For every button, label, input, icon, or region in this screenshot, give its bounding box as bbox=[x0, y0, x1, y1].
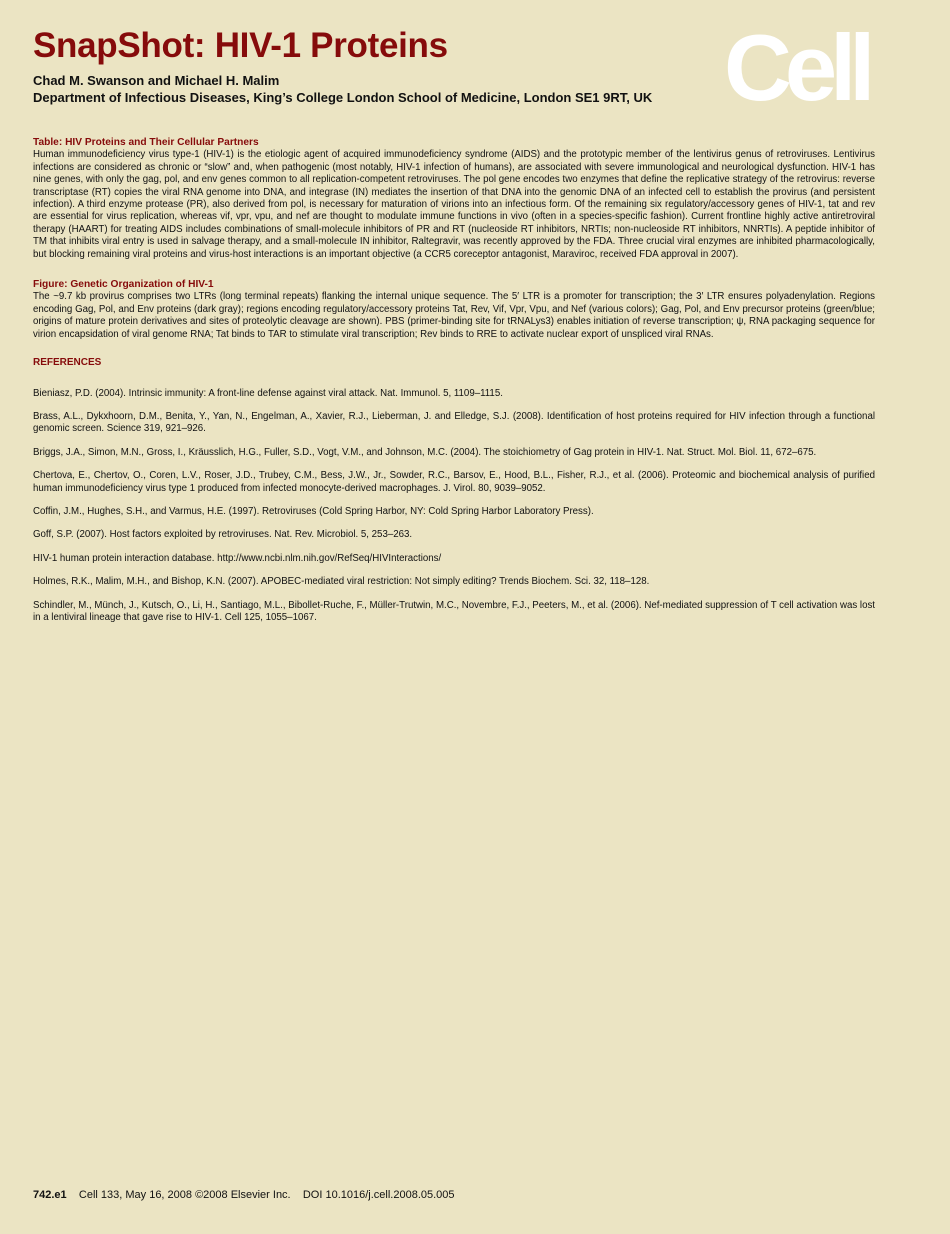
page-title: SnapShot: HIV-1 Proteins bbox=[33, 26, 448, 65]
reference-item-link[interactable]: HIV-1 human protein interaction database. http://www.ncbi.nlm.nih.gov/RefSeq/HIVInteractions/ bbox=[33, 552, 442, 564]
reference-item: Briggs, J.A., Simon, M.N., Gross, I., Kräusslich, H.G., Fuller, S.D., Vogt, V.M., and Johnson, M.C. (2004). The stoichiometry of Gag protein in HIV-1. Nat. Struct. Mol. Biol. 11, 672–675. bbox=[33, 446, 817, 458]
page-number: 742.e1 bbox=[33, 1189, 67, 1201]
reference-item: Chertova, E., Chertov, O., Coren, L.V., Roser, J.D., Trubey, C.M., Bess, J.W., Jr., Sowder, R.C., Barsov, E., Hood, B.L., Fisher, R.J., et al. (2006). Proteomic and biochemical analysis of purified human immunodeficiency virus type 1 produced from infected monocyte-derived macrophages. J. Virol. 80, 9039–9052. bbox=[33, 470, 875, 494]
table-section-heading: Table: HIV Proteins and Their Cellular Partners bbox=[33, 137, 259, 148]
reference-item: Goff, S.P. (2007). Host factors exploited by retroviruses. Nat. Rev. Microbiol. 5, 253–263. bbox=[33, 529, 413, 541]
reference-item: Coffin, J.M., Hughes, S.H., and Varmus, H.E. (1997). Retroviruses (Cold Spring Harbor, NY: Cold Spring Harbor Laboratory Press). bbox=[33, 505, 594, 517]
reference-item: Brass, A.L., Dykxhoorn, D.M., Benita, Y., Yan, N., Engelman, A., Xavier, R.J., Lieberman, J. and Elledge, S.J. (2008). Identification of host proteins required for HIV infection through a functional genomic screen. Science 319, 921–926. bbox=[33, 410, 875, 435]
header bbox=[33, 26, 652, 106]
reference-item: Holmes, R.K., Malim, M.H., and Bishop, K.N. (2007). APOBEC-mediated viral restriction: Not simply editing? Trends Biochem. Sci. 32, 118–128. bbox=[33, 576, 650, 588]
table-section-text: Human immunodeficiency virus type-1 (HIV-1) is the etiologic agent of acquired immunodeficiency syndrome (AIDS) and the prototypic member of the lentivirus genus of retroviruses. Lentivirus infections are considered as chronic or “slow” and, when pathogenic (most notably, HIV-1 infection of humans), are associated with severe immunological and neurological dysfunction. HIV-1 has nine genes, with only the gag, pol, and env genes common to all replication-competent retroviruses. The pol gene encodes two enzymes that define the replicative strategy of the retrovirus: reverse transcriptase (RT) copies the viral RNA genome into DNA, and integrase (IN) mediates the insertion of that DNA into the genomic DNA of an infected cell to establish the provirus (and persistent infection). A third enzyme protease (PR), also derived from pol, is necessary for maturation of virions into an infectious form. Of the remaining six regulatory/accessory genes of HIV-1, tat and rev are essential for virus replication, whereas vif, vpr, vpu, and nef are thought to modulate immune functions in vivo (often in a species-specific fashion). Current frontline highly active antiretroviral therapy (HAART) for treating AIDS includes combinations of small-molecule inhibitors of PR and RT (nucleoside RT inhibitors, NRTIs; non-nucleoside RT inhibitors, NNRTIs). A peptide inhibitor of TM that inhibits viral entry is used in salvage therapy, and a small-molecule IN inhibitor, Raltegravir, was recently approved by the FDA. Three crucial viral enzymes are inhibited pharmacologically, but blocking remaining viral proteins and virus-host interactions is an important objective (a CCR5 coreceptor antagonist, Maraviroc, received FDA approval in 2007). bbox=[33, 149, 875, 260]
reference-item: Schindler, M., Münch, J., Kutsch, O., Li, H., Santiago, M.L., Bibollet-Ruche, F., Müller-Trutwin, M.C., Novembre, F.J., Peeters, M., et al. (2006). Nef-mediated suppression of T cell activation was lost in a lentiviral lineage that gave rise to HIV-1. Cell 125, 1055–1067. bbox=[33, 599, 875, 623]
affiliation: Department of Infectious Diseases, King’s College London School of Medicine, London SE1 9RT, UK bbox=[33, 90, 653, 105]
authors: Chad M. Swanson and Michael H. Malim bbox=[33, 73, 280, 88]
journal-citation: Cell 133, May 16, 2008 ©2008 Elsevier Inc. bbox=[78, 1189, 291, 1201]
doi: DOI 10.1016/j.cell.2008.05.005 bbox=[302, 1189, 455, 1201]
footer bbox=[33, 1188, 455, 1202]
references-heading: REFERENCES bbox=[33, 357, 102, 369]
figure-section-text: The ~9.7 kb provirus comprises two LTRs (long terminal repeats) flanking the internal unique sequence. The 5′ LTR is a promoter for transcription; the 3′ LTR ensures polyadenylation. Regions encoding Gag, Pol, and Env proteins (dark gray); regions encoding regulatory/accessory proteins Tat, Rev, Vif, Vpr, Vpu, and Nef (various colors); Gag, Pol, and Env precursor proteins (green/blue; origins of mature protein derivatives and sites of proteolytic cleavage are shown). PBS (primer-binding site for tRNALys3) enables initiation of reverse transcription; ψ, RNA packaging sequence for virion encapsidation of viral genome RNA; Tat binds to TAR to stimulate viral transcription; Rev binds to RRE to activate nuclear export of unspliced viral RNAs. bbox=[33, 291, 875, 340]
reference-item: Bieniasz, P.D. (2004). Intrinsic immunity: A front-line defense against viral attack. Nat. Immunol. 5, 1109–1115. bbox=[33, 387, 503, 399]
references-list bbox=[33, 388, 875, 625]
figure-section-heading: Figure: Genetic Organization of HIV-1 bbox=[33, 279, 214, 291]
cell-logo: Cell bbox=[724, 15, 869, 120]
body-content bbox=[33, 137, 875, 635]
